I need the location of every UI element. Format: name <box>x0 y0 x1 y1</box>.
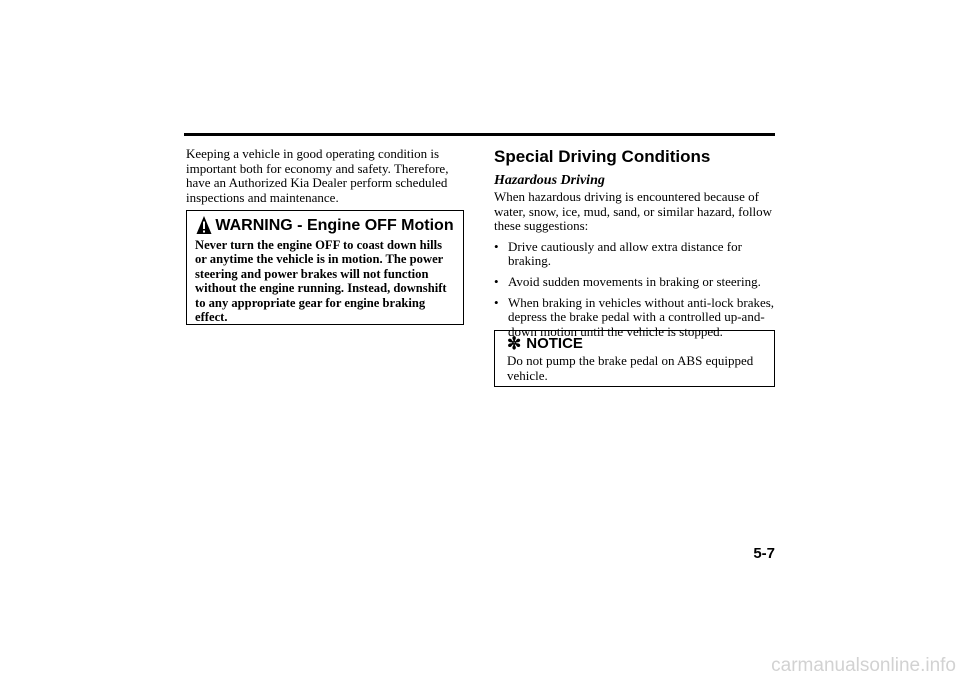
warning-body: Never turn the engine OFF to coast down hills or anytime the vehicle is in motion. The power steering and power brakes will not function without the engine running. Instead, downshift to any appropriate gear for engine braking effect. <box>195 238 447 325</box>
section-title: Special Driving Conditions <box>494 147 711 166</box>
notice-body: Do not pump the brake pedal on ABS equipped vehicle. <box>507 353 754 383</box>
top-rule <box>184 133 775 136</box>
notice-box <box>494 330 775 387</box>
suggestion-list <box>494 240 775 340</box>
left-column <box>186 147 466 205</box>
notice-header <box>507 335 762 353</box>
hazard-intro: When hazardous driving is encountered because of water, snow, ice, mud, sand, or similar hazard, follow these suggestions: <box>494 189 773 234</box>
page-number: 5-7 <box>753 545 775 562</box>
intro-paragraph: Keeping a vehicle in good operating condition is important both for economy and safety. Therefore, have an Authorized Kia Dealer perform scheduled inspections and maintenance. <box>186 146 449 205</box>
watermark: carmanualsonline.info <box>771 655 956 676</box>
subsection-title: Hazardous Driving <box>494 173 605 188</box>
notice-asterisk-icon: ✼ <box>507 334 522 353</box>
list-item: • Drive cautiously and allow extra distance for braking. <box>494 240 775 269</box>
right-column <box>494 147 775 339</box>
warning-triangle-icon <box>196 215 212 235</box>
notice-title: NOTICE <box>526 335 583 352</box>
warning-header <box>195 215 455 235</box>
list-item: • Avoid sudden movements in braking or steering. <box>494 275 775 290</box>
list-item: • When braking in vehicles without anti-lock brakes, depress the brake pedal with a controlled up-and-down motion until the vehicle is stopped. <box>494 296 775 340</box>
warning-box <box>186 210 464 325</box>
warning-title: WARNING - Engine OFF Motion <box>215 217 454 234</box>
